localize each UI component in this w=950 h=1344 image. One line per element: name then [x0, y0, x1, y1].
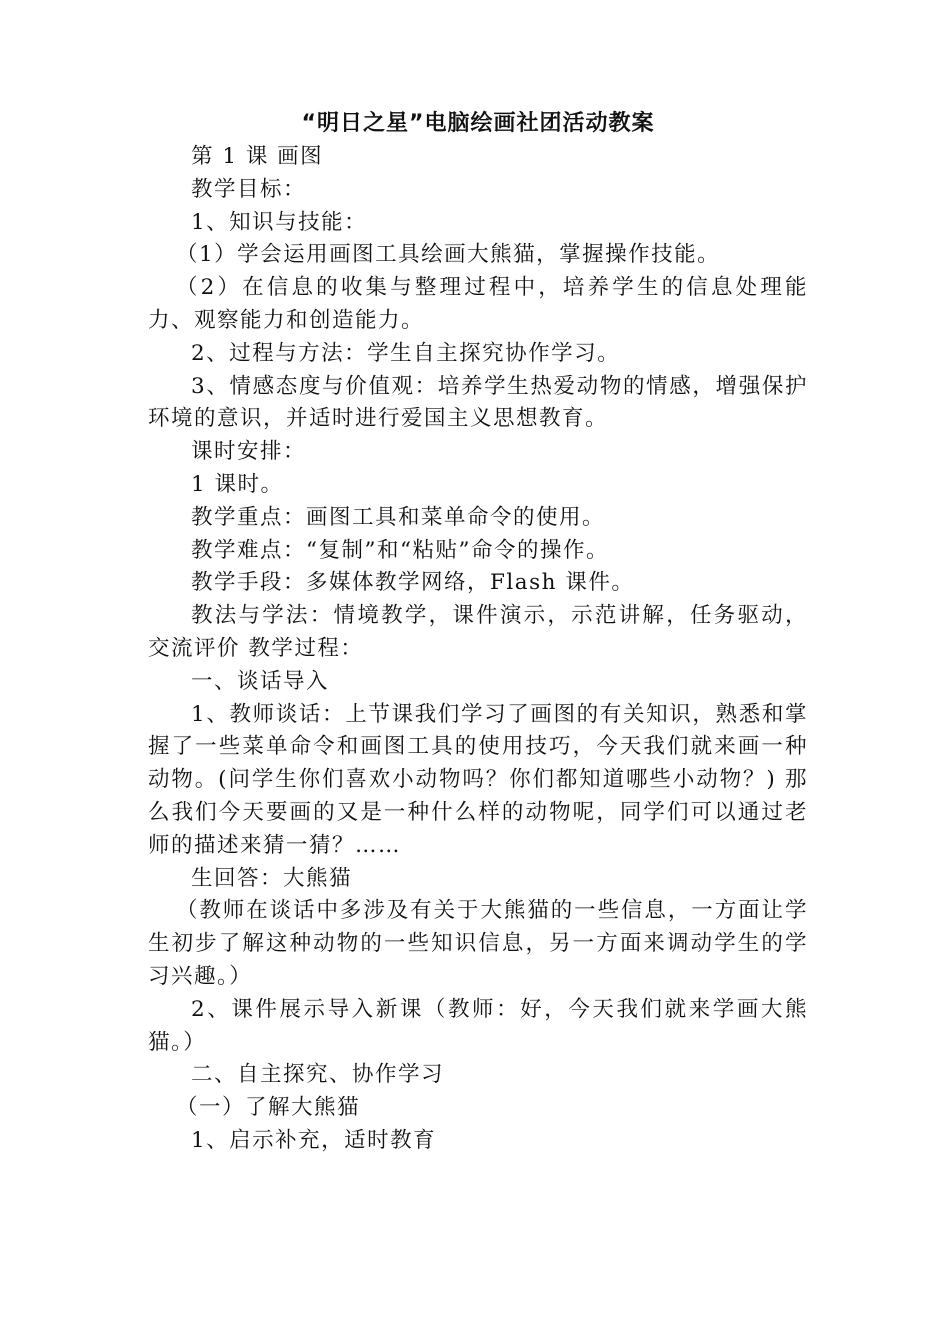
paragraph: 教法与学法：情境教学，课件演示，示范讲解，任务驱动，交流评价 教学过程：: [148, 603, 808, 661]
paragraph: 教学手段：多媒体教学网络，Flash 课件。: [191, 570, 635, 596]
paragraph: （教师在谈话中多涉及有关于大熊猫的一些信息，一方面让学生初步了解这种动物的一些知识信息，另一方面来调动学生的学习兴趣。）: [148, 898, 808, 989]
document-body: [148, 141, 808, 1158]
paragraph: 课时安排：: [191, 439, 307, 465]
paragraph: （2）在信息的收集与整理过程中，培养学生的信息处理能力、观察能力和创造能力。: [148, 275, 808, 333]
paragraph: （一）了解大熊猫: [175, 1095, 360, 1121]
document-title: “明日之星”电脑绘画社团活动教案: [301, 111, 655, 136]
paragraph: 教学重点：画图工具和菜单命令的使用。: [191, 504, 606, 530]
paragraph: 2、课件展示导入新课（教师：好，今天我们就来学画大熊猫。）: [148, 996, 808, 1055]
paragraph: 2、过程与方法：学生自主探究协作学习。: [191, 340, 621, 366]
paragraph: 3、情感态度与价值观：培养学生热爱动物的情感，增强保护环境的意识，并适时进行爱国主义思想教育。: [148, 373, 808, 432]
paragraph: 教学难点：“复制”和“粘贴”命令的操作。: [191, 537, 609, 563]
paragraph: 二、自主探究、协作学习: [191, 1062, 445, 1088]
paragraph: 生回答：大熊猫: [191, 865, 353, 891]
paragraph: 教学目标：: [191, 176, 307, 202]
paragraph: 1 课时。: [191, 471, 284, 497]
paragraph: 一、谈话导入: [191, 668, 330, 694]
paragraph: 1、知识与技能：: [191, 209, 368, 235]
paragraph: 1、教师谈话：上节课我们学习了画图的有关知识，熟悉和掌握了一些菜单命令和画图工具的使用技巧，今天我们就来画一种动物。(问学生你们喜欢小动物吗？你们都知道哪些小动物？) 那么我们今天要画的又是一种什么样的动物呢，同学们可以通过老师的描述来猜一猜？……: [148, 701, 808, 858]
paragraph: （1）学会运用画图工具绘画大熊猫，掌握操作技能。: [175, 242, 721, 268]
paragraph: 第 1 课 画图: [191, 144, 324, 169]
paragraph: 1、启示补充，适时教育: [191, 1127, 437, 1153]
